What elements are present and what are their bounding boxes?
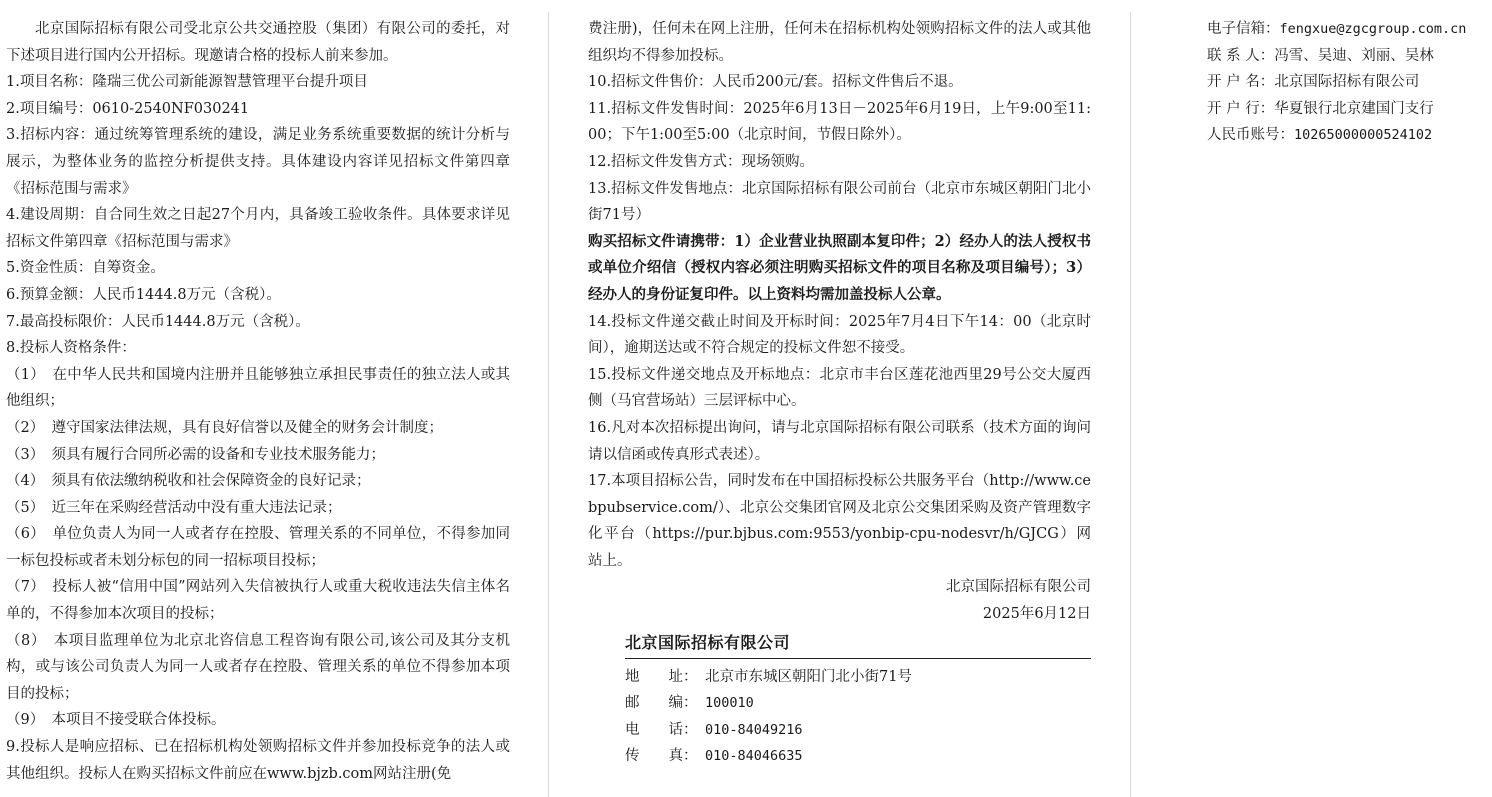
qualification-3: （3） 须具有履行合同所必需的设备和专业技术服务能力； (6, 446, 385, 463)
email-label: 电子信箱： (1207, 21, 1280, 37)
item-sale-location: 13.招标文件发售地点：北京国际招标有限公司前台（北京市东城区朝阳门北小街71号） (588, 180, 1091, 224)
item-project-number: 2.项目编号：0610-2540NF030241 (6, 100, 250, 117)
account-name-value: 北京国际招标有限公司 (1274, 74, 1420, 91)
qualification-5: （5） 近三年在采购经营活动中没有重大违法记录； (6, 499, 342, 516)
item-project-name: 1.项目名称：隆瑞三优公司新能源智慧管理平台提升项目 (6, 74, 368, 91)
item-tender-content: 3.招标内容：通过统筹管理系统的建设，满足业务系统重要数据的统计分析与展示，为整体业务的监控分析提供支持。具体建设内容详见招标文件第四章《招标范围与需求》 (6, 127, 510, 197)
item-registration-continued: 费注册)，任何未在网上注册，任何未在招标机构处领购招标文件的法人或其他组织均不得参加投标。 (588, 21, 1091, 64)
item-document-price: 10.招标文件售价：人民币200元/套。招标文件售后不退。 (588, 74, 963, 91)
contact-post-row (625, 690, 1091, 717)
item-sale-time: 11.招标文件发售时间：2025年6月13日－2025年6月19日，上午9:00至11:00；下午1:00至5:00（北京时间，节假日除外）。 (588, 100, 1091, 144)
signature-company: 北京国际招标有限公司 (946, 579, 1091, 596)
post-label: 邮 编： (625, 695, 698, 712)
account-name-row (1207, 69, 1487, 96)
item-bidder-definition: 9.投标人是响应招标、已在招标机构处领购招标文件并参加投标竞争的法人或其他组织。投标人在购买招标文件前应在www.bjzb.com网站注册(免 (6, 739, 510, 782)
item-deadline: 14.投标文件递交截止时间及开标时间：2025年7月4日下午14：00（北京时间），逾期送达或不符合规定的投标文件恕不接受。 (588, 313, 1091, 357)
post-value: 100010 (705, 695, 754, 712)
contact-address-row (625, 664, 1091, 691)
bank-value: 华夏银行北京建国门支行 (1274, 100, 1434, 117)
bank-row (1207, 96, 1487, 123)
email-row (1207, 16, 1487, 43)
address-value: 北京市东城区朝阳门北小街71号 (705, 668, 912, 685)
rmb-account-row (1207, 122, 1487, 149)
qualification-8: （8） 本项目监理单位为北京北咨信息工程咨询有限公司,该公司及其分支机构，或与该公司负责人为同一人或者存在控股、管理关系的单位不得参加本项目的投标； (6, 632, 510, 702)
qualification-2: （2） 遵守国家法律法规，具有良好信誉以及健全的财务会计制度； (6, 419, 443, 436)
purchase-requirements-notice: 购买招标文件请携带：1）企业营业执照副本复印件；2）经办人的法人授权书或单位介绍信（授权内容必须注明购买招标文件的项目名称及项目编号）；3）经办人的身份证复印件。以上资料均需加盖投标人公章。 (588, 232, 1091, 303)
announcement-column-3 (1207, 16, 1487, 149)
contact-tel-row (625, 717, 1091, 744)
item-submission-location: 15.投标文件递交地点及开标地点：北京市丰台区莲花池西里29号公交大厦西侧（马官营场站）三层评标中心。 (588, 366, 1091, 410)
fax-value: 010-84046635 (705, 748, 803, 765)
column-divider-2 (1130, 12, 1131, 797)
bank-label: 开 户 行： (1207, 100, 1275, 117)
contact-company-title: 北京国际招标有限公司 (625, 630, 1091, 659)
contact-person-label: 联 系 人： (1207, 47, 1275, 64)
item-max-price: 7.最高投标限价：人民币1444.8万元（含税）。 (6, 313, 310, 330)
qualification-9: （9） 本项目不接受联合体投标。 (6, 712, 226, 729)
contact-person-value: 冯雪、吴迪、刘丽、吴林 (1274, 47, 1434, 64)
item-construction-period: 4.建设周期：自合同生效之日起27个月内，具备竣工验收条件。具体要求详见招标文件第四章《招标范围与需求》 (6, 207, 510, 250)
rmb-account-value: 10265000000524102 (1294, 127, 1433, 144)
item-fund-nature: 5.资金性质：自筹资金。 (6, 260, 165, 277)
tel-label: 电 话： (625, 721, 698, 738)
item-budget: 6.预算金额：人民币1444.8万元（含税）。 (6, 286, 281, 303)
item-sale-method: 12.招标文件发售方式：现场领购。 (588, 153, 815, 170)
email-value[interactable]: fengxue@zgcgroup.com.cn (1279, 21, 1467, 37)
contact-fax-row (625, 743, 1091, 770)
contact-block (625, 630, 1091, 770)
item-publication-platforms: 17.本项目招标公告，同时发布在中国招标投标公共服务平台（http://www.cebpubservice.com/）、北京公交集团官网及北京公交集团采购及资产管理数字化平台（https://pur.bjbus.com:9553/yonbip-cpu-nodesvr/h/GJCG）网站上。 (588, 473, 1091, 569)
contact-person-row (1207, 43, 1487, 70)
tel-value: 010-84049216 (705, 721, 803, 738)
signature-date: 2025年6月12日 (982, 606, 1091, 623)
fax-label: 传 真： (625, 748, 698, 765)
qualification-1: （1） 在中华人民共和国境内注册并且能够独立承担民事责任的独立法人或其他组织； (6, 366, 510, 410)
rmb-account-label: 人民币账号： (1207, 127, 1294, 144)
item-qualification-heading: 8.投标人资格条件： (6, 340, 136, 357)
intro-paragraph: 北京国际招标有限公司受北京公共交通控股（集团）有限公司的委托，对下述项目进行国内公开招标。现邀请合格的投标人前来参加。 (6, 21, 510, 64)
announcement-column-1 (6, 16, 510, 787)
account-name-label: 开 户 名： (1207, 74, 1275, 91)
qualification-4: （4） 须具有依法缴纳税收和社会保障资金的良好记录； (6, 473, 371, 490)
qualification-6: （6） 单位负责人为同一人或者存在控股、管理关系的不同单位，不得参加同一标包投标或者未划分标包的同一招标项目投标； (6, 526, 510, 569)
qualification-7: （7） 投标人被“信用中国”网站列入失信被执行人或重大税收违法失信主体名单的，不得参加本次项目的投标； (6, 579, 510, 623)
announcement-column-2 (588, 16, 1091, 770)
address-label: 地 址： (625, 668, 698, 685)
item-inquiry: 16.凡对本次招标提出询问，请与北京国际招标有限公司联系（技术方面的询问请以信函或传真形式表述）。 (588, 419, 1091, 463)
column-divider-1 (548, 12, 549, 797)
